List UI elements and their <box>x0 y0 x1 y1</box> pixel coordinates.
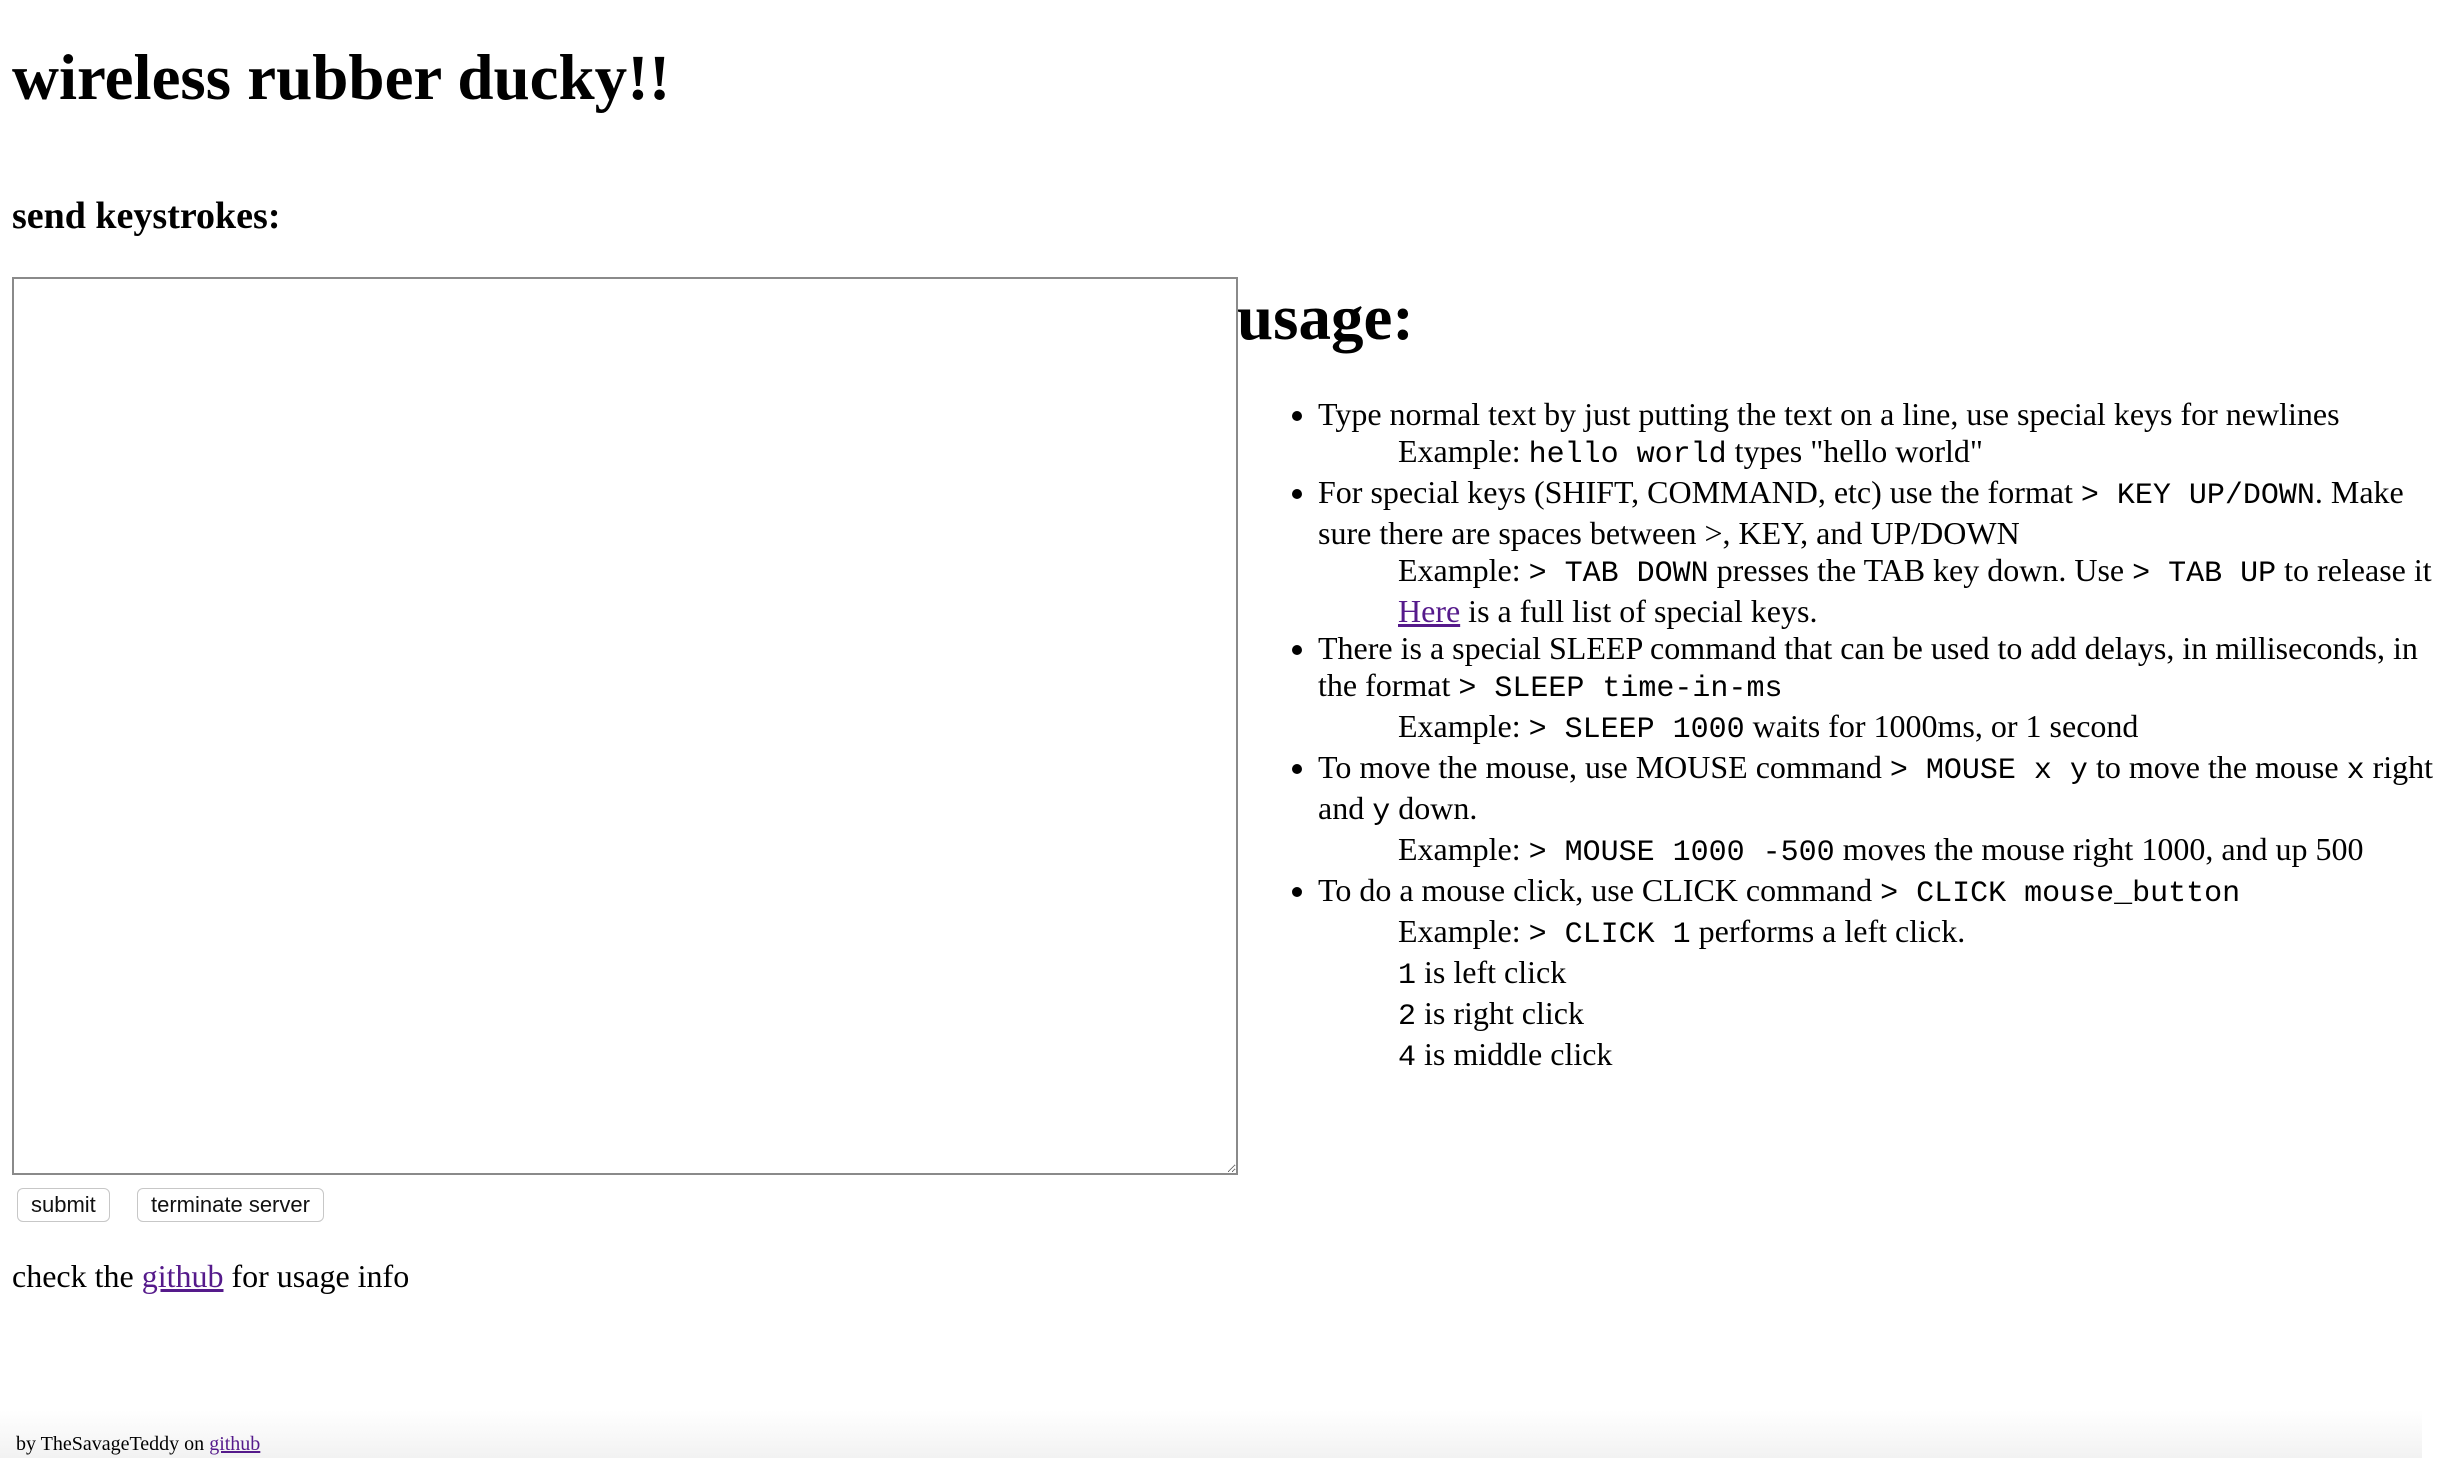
example-label: Example: <box>1398 552 1529 588</box>
code-snippet: > TAB UP <box>2132 557 2277 591</box>
usage-text: For special keys (SHIFT, COMMAND, etc) use the format <box>1318 474 2081 510</box>
code-snippet: > SLEEP 1000 <box>1528 713 1745 747</box>
click-button-4 <box>1398 1036 2438 1077</box>
usage-example <box>1398 913 2438 954</box>
footer-credit-text: by TheSavageTeddy on <box>16 1433 210 1455</box>
usage-example <box>1398 831 2438 872</box>
submit-button[interactable]: submit <box>17 1188 110 1222</box>
page-title: wireless rubber ducky!! <box>12 42 671 114</box>
example-text: to release it <box>2276 552 2432 588</box>
usage-item-mouse-click <box>1318 872 2438 1077</box>
example-text: performs a left click. <box>1690 913 1966 949</box>
code-snippet: > CLICK 1 <box>1528 918 1691 952</box>
keystrokes-textarea[interactable] <box>12 277 1238 1175</box>
code-snippet: > CLICK mouse_button <box>1880 877 2241 911</box>
usage-text: right and <box>1318 749 2434 826</box>
code-snippet: 2 <box>1398 1000 1417 1034</box>
code-snippet: > MOUSE 1000 -500 <box>1528 836 1835 870</box>
code-snippet: hello world <box>1528 438 1727 472</box>
example-text: types "hello world" <box>1726 433 1983 469</box>
usage-item-mouse-move <box>1318 749 2438 872</box>
usage-example <box>1398 552 2438 593</box>
usage-text: To do a mouse click, use CLICK command <box>1318 872 1881 908</box>
code-snippet: > SLEEP time-in-ms <box>1458 672 1783 706</box>
special-keys-line <box>1398 593 2438 630</box>
code-snippet: y <box>1372 795 1391 829</box>
example-text: is right click <box>1416 995 1584 1031</box>
special-keys-text: is a full list of special keys. <box>1460 593 1818 629</box>
send-keystrokes-heading: send keystrokes: <box>12 195 281 237</box>
usage-text: to move the mouse <box>2087 749 2347 785</box>
code-snippet: > KEY UP/DOWN <box>2080 479 2315 513</box>
special-keys-link[interactable]: Here <box>1398 593 1461 629</box>
terminate-server-button[interactable]: terminate server <box>137 1188 324 1222</box>
code-snippet: 1 <box>1398 959 1417 993</box>
click-button-2 <box>1398 995 2438 1036</box>
usage-item-normal-text <box>1318 396 2438 474</box>
usage-text: down. <box>1390 790 1478 826</box>
github-info-line <box>12 1256 409 1296</box>
usage-example <box>1398 708 2438 749</box>
usage-heading: usage: <box>1237 282 1414 354</box>
example-text: is middle click <box>1416 1036 1613 1072</box>
github-info-prefix: check the <box>12 1258 142 1294</box>
example-label: Example: <box>1398 913 1529 949</box>
usage-list <box>1282 396 2438 1077</box>
usage-text: There is a special SLEEP command that can be used to add delays, in milliseconds, in the format <box>1318 630 2418 703</box>
code-snippet: 4 <box>1398 1041 1417 1075</box>
footer-credit <box>16 1432 260 1456</box>
example-label: Example: <box>1398 831 1529 867</box>
usage-item-special-keys <box>1318 474 2438 630</box>
code-snippet: x <box>2346 754 2365 788</box>
footer-github-link[interactable]: github <box>209 1433 261 1455</box>
click-button-1 <box>1398 954 2438 995</box>
example-text: waits for 1000ms, or 1 second <box>1744 708 2139 744</box>
usage-text: . Make sure there are spaces between >, KEY, and UP/DOWN <box>1318 474 2404 551</box>
usage-text: Type normal text by just putting the text on a line, use special keys for newlines <box>1318 396 2340 432</box>
example-label: Example: <box>1398 708 1529 744</box>
usage-example <box>1398 433 2438 474</box>
footer <box>0 1410 2422 1458</box>
example-label: Example: <box>1398 433 1529 469</box>
github-link[interactable]: github <box>141 1258 224 1294</box>
code-snippet: > MOUSE x y <box>1889 754 2088 788</box>
github-info-suffix: for usage info <box>223 1258 410 1294</box>
code-snippet: > TAB DOWN <box>1528 557 1709 591</box>
example-text: presses the TAB key down. Use <box>1708 552 2133 588</box>
usage-item-sleep <box>1318 630 2438 749</box>
usage-text: To move the mouse, use MOUSE command <box>1318 749 1890 785</box>
example-text: moves the mouse right 1000, and up 500 <box>1834 831 2364 867</box>
example-text: is left click <box>1416 954 1567 990</box>
